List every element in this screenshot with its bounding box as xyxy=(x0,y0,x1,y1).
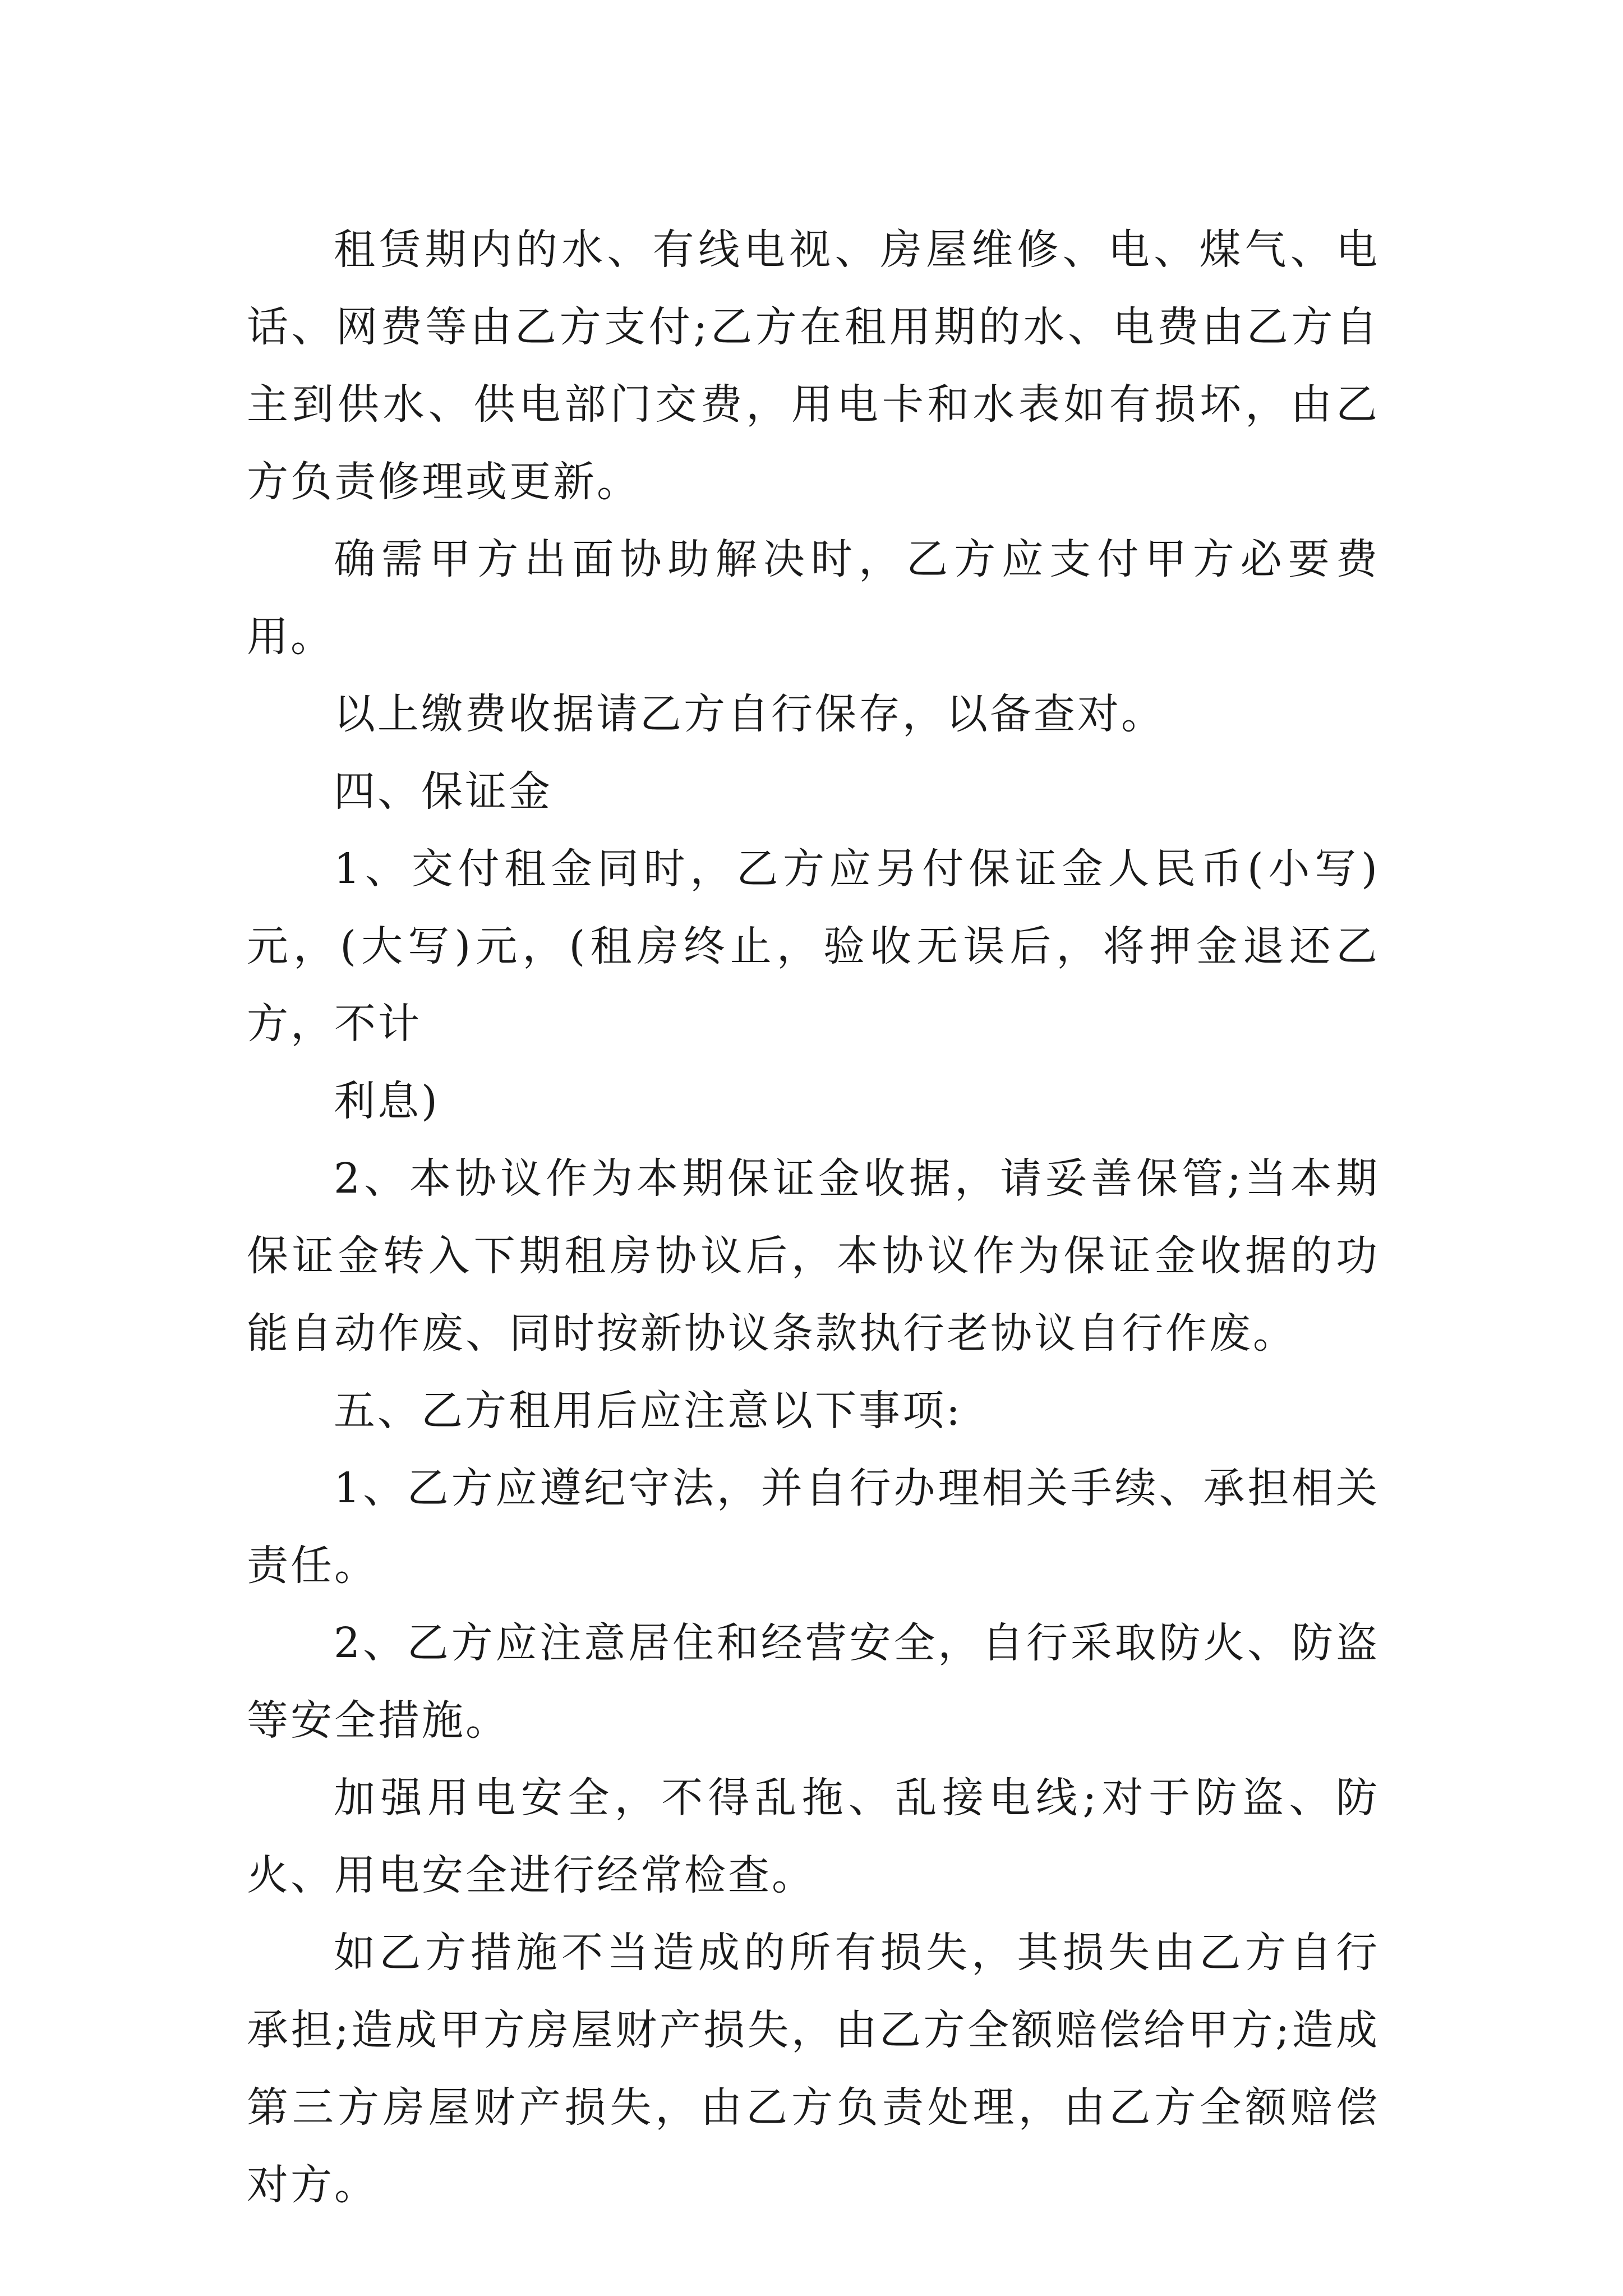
paragraph-utilities: 租赁期内的水、有线电视、房屋维修、电、煤气、电话、网费等由乙方支付;乙方在租用期的水、电费由乙方自主到供水、供电部门交费，用电卡和水表如有损坏，由乙方负责修理或更新。 xyxy=(247,226,1380,506)
paragraph-interest: 利息) xyxy=(334,1077,440,1125)
document-body xyxy=(247,211,1380,2224)
paragraph-assistance-fee: 确需甲方出面协助解决时，乙方应支付甲方必要费用。 xyxy=(247,535,1380,661)
paragraph-notice-2: 2、乙方应注意居住和经营安全，自行采取防火、防盗等安全措施。 xyxy=(247,1619,1380,1745)
paragraph-deposit-1: 1、交付租金同时，乙方应另付保证金人民币(小写)元，(大写)元，(租房终止，验收无误后，将押金退还乙方，不计 xyxy=(247,845,1380,1048)
section-heading-deposit: 四、保证金 xyxy=(334,767,552,816)
paragraph-liability: 如乙方措施不当造成的所有损失，其损失由乙方自行承担;造成甲方房屋财产损失，由乙方全额赔偿给甲方;造成第三方房屋财产损失，由乙方负责处理，由乙方全额赔偿对方。 xyxy=(247,1929,1380,2209)
paragraph-electric-safety: 加强用电安全，不得乱拖、乱接电线;对于防盗、防火、用电安全进行经常检查。 xyxy=(247,1774,1380,1899)
paragraph-notice-1: 1、乙方应遵纪守法，并自行办理相关手续、承担相关责任。 xyxy=(247,1464,1380,1590)
paragraph-deposit-2: 2、本协议作为本期保证金收据，请妥善保管;当本期保证金转入下期租房协议后，本协议作为保证金收据的功能自动作废、同时按新协议条款执行老协议自行作废。 xyxy=(247,1154,1380,1358)
paragraph-receipts: 以上缴费收据请乙方自行保存，以备查对。 xyxy=(334,690,1165,738)
section-heading-notices: 五、乙方租用后应注意以下事项: xyxy=(334,1387,962,1435)
